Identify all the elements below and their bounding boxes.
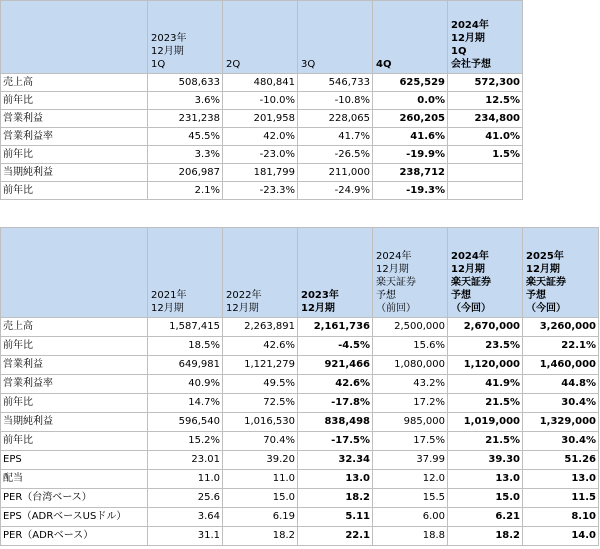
table-cell: 11.5 (523, 489, 599, 508)
annual-results-table (0, 227, 599, 546)
table-cell: 41.0% (448, 128, 523, 146)
row-label: PER（台湾ベース） (1, 489, 148, 508)
table-cell: 838,498 (298, 413, 373, 432)
table-cell: 45.5% (148, 128, 223, 146)
row-label: PER（ADRベース） (1, 527, 148, 546)
table-row (1, 318, 599, 337)
table-cell: 260,205 (373, 110, 448, 128)
table-cell: 1,587,415 (148, 318, 223, 337)
table-cell: 15.5 (373, 489, 448, 508)
table-cell: 22.1% (523, 337, 599, 356)
table-cell: 23.5% (448, 337, 523, 356)
table-cell: 17.2% (373, 394, 448, 413)
table-cell: 12.0 (373, 470, 448, 489)
table-cell: 22.1 (298, 527, 373, 546)
table-cell: 8.10 (523, 508, 599, 527)
table-cell: 2,263,891 (223, 318, 298, 337)
table-cell: 44.8% (523, 375, 599, 394)
table-row (1, 527, 599, 546)
table-cell: 921,466 (298, 356, 373, 375)
table-cell: 6.19 (223, 508, 298, 527)
table-row (1, 508, 599, 527)
table-cell: 238,712 (373, 164, 448, 182)
table-cell: 15.0 (448, 489, 523, 508)
table-cell: 23.01 (148, 451, 223, 470)
table-cell: 1.5% (448, 146, 523, 164)
col-header-2025-current-forecast: 2025年 12月期 楽天証券 予想 （今回） (523, 228, 599, 318)
col-header-2023-1q: 2023年 12月期 1Q (148, 1, 223, 74)
table-cell: 40.9% (148, 375, 223, 394)
table-cell: 3.64 (148, 508, 223, 527)
table-cell: 596,540 (148, 413, 223, 432)
table-cell: 25.6 (148, 489, 223, 508)
table-cell: 14.7% (148, 394, 223, 413)
col-header-2024-current-forecast: 2024年 12月期 楽天証券 予想 （今回） (448, 228, 523, 318)
row-label: 前年比 (1, 337, 148, 356)
table-cell: 480,841 (223, 74, 298, 92)
table-cell: 42.6% (223, 337, 298, 356)
header-corner (1, 1, 148, 74)
table-cell: -19.3% (373, 182, 448, 200)
table-cell (448, 182, 523, 200)
col-header-2023: 2023年 12月期 (298, 228, 373, 318)
table-row (1, 394, 599, 413)
table-cell: -10.0% (223, 92, 298, 110)
table-cell: 21.5% (448, 394, 523, 413)
row-label: 売上高 (1, 74, 148, 92)
table-cell: 6.21 (448, 508, 523, 527)
table-cell: 3.6% (148, 92, 223, 110)
table-cell: 201,958 (223, 110, 298, 128)
table-cell: 37.99 (373, 451, 448, 470)
table-cell: 32.34 (298, 451, 373, 470)
row-label: 配当 (1, 470, 148, 489)
table-row (1, 128, 523, 146)
table-cell: 30.4% (523, 432, 599, 451)
table-row (1, 470, 599, 489)
table-cell: 41.9% (448, 375, 523, 394)
row-label: 当期純利益 (1, 413, 148, 432)
table-row (1, 337, 599, 356)
row-label: 当期純利益 (1, 164, 148, 182)
table-row (1, 74, 523, 92)
table-cell: 15.6% (373, 337, 448, 356)
table-cell: 231,238 (148, 110, 223, 128)
table-cell: 1,460,000 (523, 356, 599, 375)
row-label: 営業利益 (1, 356, 148, 375)
table-cell: 181,799 (223, 164, 298, 182)
table-row (1, 489, 599, 508)
table-row (1, 413, 599, 432)
annual-header-row (1, 228, 599, 318)
table-cell: 206,987 (148, 164, 223, 182)
table-cell: 2,670,000 (448, 318, 523, 337)
table-cell: 13.0 (298, 470, 373, 489)
table-cell: 5.11 (298, 508, 373, 527)
table-row (1, 110, 523, 128)
table-cell: 30.4% (523, 394, 599, 413)
header-corner (1, 228, 148, 318)
table-cell: 15.0 (223, 489, 298, 508)
table-cell: 17.5% (373, 432, 448, 451)
table-cell: 72.5% (223, 394, 298, 413)
quarterly-results-table (0, 0, 523, 200)
table-cell: 1,120,000 (448, 356, 523, 375)
col-header-3q: 3Q (298, 1, 373, 74)
table-cell: 70.4% (223, 432, 298, 451)
table-cell: 649,981 (148, 356, 223, 375)
table-row (1, 146, 523, 164)
row-label: 売上高 (1, 318, 148, 337)
row-label: 営業利益率 (1, 375, 148, 394)
table-cell: 2,161,736 (298, 318, 373, 337)
table-cell: 42.6% (298, 375, 373, 394)
row-label: 前年比 (1, 432, 148, 451)
table-cell: 2.1% (148, 182, 223, 200)
row-label: 前年比 (1, 92, 148, 110)
table-row (1, 182, 523, 200)
table-cell: 43.2% (373, 375, 448, 394)
table-cell: -23.0% (223, 146, 298, 164)
table-cell: 1,019,000 (448, 413, 523, 432)
table-cell (448, 164, 523, 182)
table-cell: 21.5% (448, 432, 523, 451)
table-cell: 6.00 (373, 508, 448, 527)
table-cell: 3.3% (148, 146, 223, 164)
table-cell: 18.8 (373, 527, 448, 546)
quarterly-header-row (1, 1, 523, 74)
col-header-2021: 2021年 12月期 (148, 228, 223, 318)
col-header-4q: 4Q (373, 1, 448, 74)
table-cell: 11.0 (148, 470, 223, 489)
table-cell: 42.0% (223, 128, 298, 146)
table-cell: 14.0 (523, 527, 599, 546)
table-cell: 18.2 (448, 527, 523, 546)
table-cell: 18.5% (148, 337, 223, 356)
table-cell: 572,300 (448, 74, 523, 92)
table-cell: 18.2 (223, 527, 298, 546)
row-label: EPS（ADRベースUSドル） (1, 508, 148, 527)
table-row (1, 356, 599, 375)
table-cell: 228,065 (298, 110, 373, 128)
row-label: 営業利益 (1, 110, 148, 128)
table-cell: 1,080,000 (373, 356, 448, 375)
table-cell: -17.8% (298, 394, 373, 413)
table-cell: 13.0 (523, 470, 599, 489)
table-cell: 1,329,000 (523, 413, 599, 432)
table-row (1, 432, 599, 451)
table-cell: 51.26 (523, 451, 599, 470)
table-cell: 13.0 (448, 470, 523, 489)
row-label: 営業利益率 (1, 128, 148, 146)
table-cell: 1,016,530 (223, 413, 298, 432)
table-cell: 3,260,000 (523, 318, 599, 337)
table-cell: -19.9% (373, 146, 448, 164)
table-cell: -17.5% (298, 432, 373, 451)
table-cell: 234,800 (448, 110, 523, 128)
row-label: EPS (1, 451, 148, 470)
table-cell: 31.1 (148, 527, 223, 546)
table-cell: 625,529 (373, 74, 448, 92)
table-row (1, 164, 523, 182)
table-row (1, 92, 523, 110)
table-cell: 41.6% (373, 128, 448, 146)
table-cell: 39.30 (448, 451, 523, 470)
table-cell: 211,000 (298, 164, 373, 182)
table-cell: 1,121,279 (223, 356, 298, 375)
table-cell: 11.0 (223, 470, 298, 489)
table-cell: 15.2% (148, 432, 223, 451)
table-cell: 546,733 (298, 74, 373, 92)
row-label: 前年比 (1, 146, 148, 164)
col-header-2022: 2022年 12月期 (223, 228, 298, 318)
table-row (1, 451, 599, 470)
table-cell: -26.5% (298, 146, 373, 164)
col-header-2q: 2Q (223, 1, 298, 74)
table-cell: 18.2 (298, 489, 373, 508)
table-cell: 0.0% (373, 92, 448, 110)
table-cell: 12.5% (448, 92, 523, 110)
table-cell: -24.9% (298, 182, 373, 200)
table-cell: 41.7% (298, 128, 373, 146)
table-cell: 2,500,000 (373, 318, 448, 337)
table-cell: -23.3% (223, 182, 298, 200)
table-cell: 39.20 (223, 451, 298, 470)
row-label: 前年比 (1, 182, 148, 200)
col-header-2024-previous-forecast: 2024年 12月期 楽天証券 予想 （前回） (373, 228, 448, 318)
col-header-2024-1q-forecast: 2024年 12月期 1Q 会社予想 (448, 1, 523, 74)
table-cell: -10.8% (298, 92, 373, 110)
table-cell: 508,633 (148, 74, 223, 92)
row-label: 前年比 (1, 394, 148, 413)
table-cell: 49.5% (223, 375, 298, 394)
table-cell: -4.5% (298, 337, 373, 356)
table-row (1, 375, 599, 394)
table-cell: 985,000 (373, 413, 448, 432)
